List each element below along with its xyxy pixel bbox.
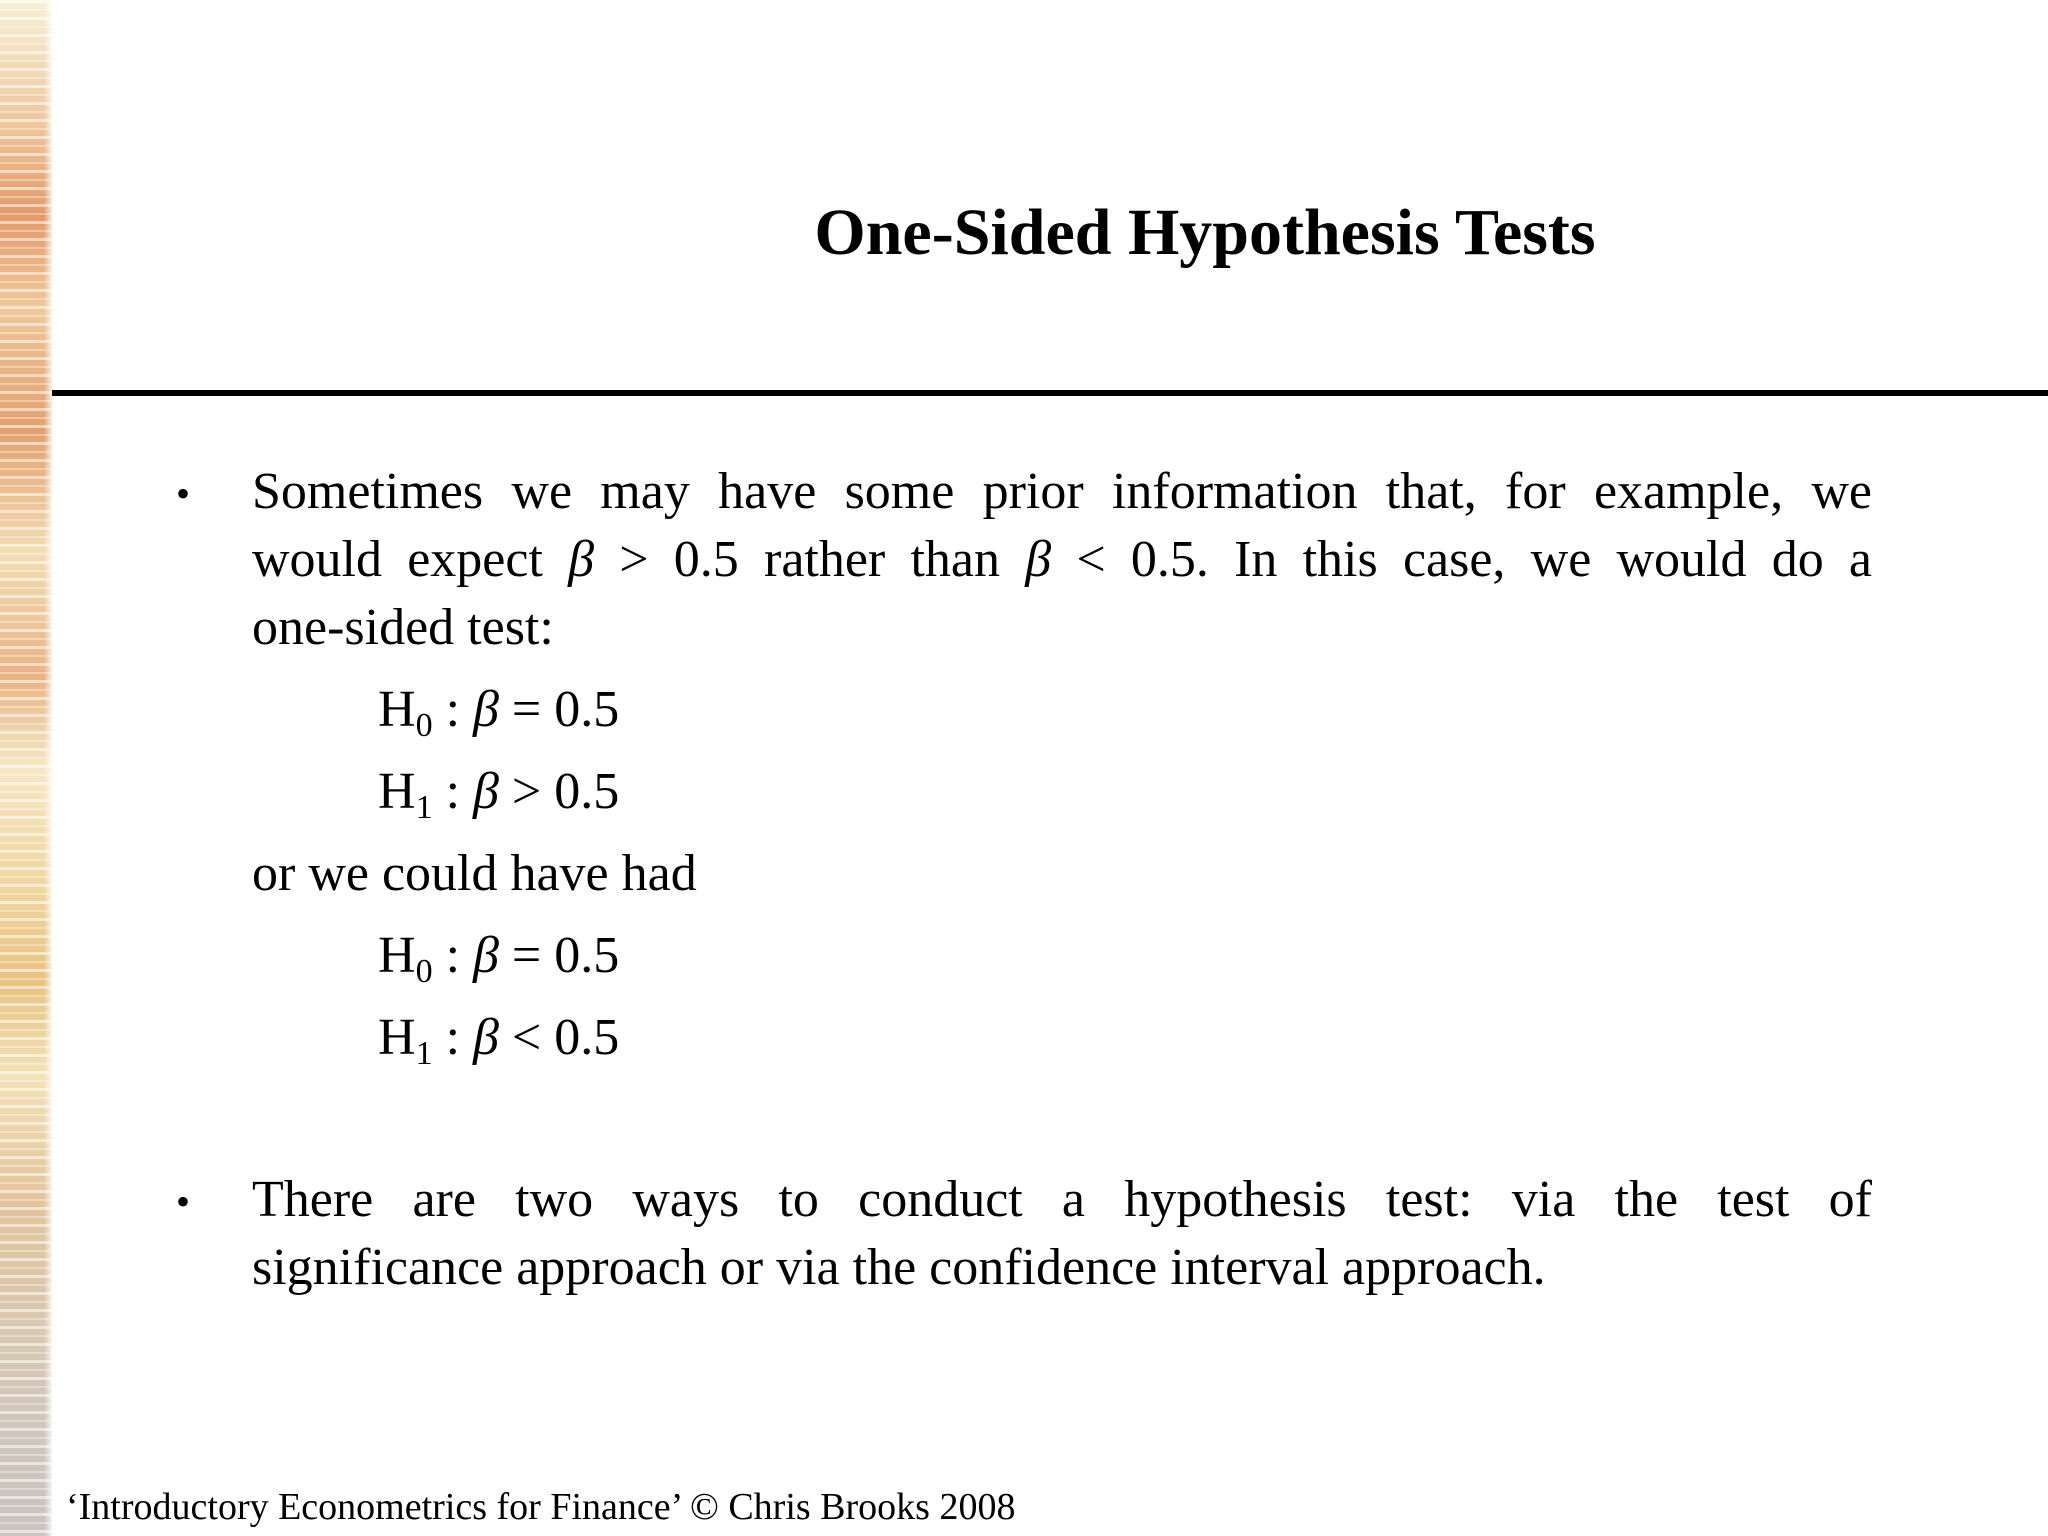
beta-symbol: β xyxy=(473,927,499,984)
bullet-1-line-2 xyxy=(252,526,1872,594)
null-hypothesis-2 xyxy=(378,922,619,990)
bullet-2-text xyxy=(252,1166,1872,1302)
beta-symbol: β xyxy=(568,531,595,588)
hypothesis-subscript: 0 xyxy=(415,953,433,990)
bullet-1-line-3: one-sided test: xyxy=(252,599,554,656)
beta-symbol: β xyxy=(473,763,499,820)
hypothesis-value: < 0.5 xyxy=(498,1009,620,1066)
separator: : xyxy=(432,927,474,984)
alternative-hypothesis-2 xyxy=(378,1004,619,1072)
bullet-2-line-2: significance approach or via the confidence interval approach. xyxy=(252,1239,1546,1296)
hypothesis-value: = 0.5 xyxy=(498,681,620,738)
beta-symbol: β xyxy=(473,681,499,738)
hypothesis-value: > 0.5 xyxy=(498,763,620,820)
hypothesis-letter: H xyxy=(378,763,416,820)
hypothesis-letter: H xyxy=(378,681,416,738)
bullet-marker: • xyxy=(176,1179,191,1224)
beta-symbol: β xyxy=(1025,531,1052,588)
hypothesis-subscript: 0 xyxy=(415,707,433,744)
hypothesis-letter: H xyxy=(378,927,416,984)
text-run: < 0.5. In this case, we would do a xyxy=(1051,531,1873,588)
hypothesis-value: = 0.5 xyxy=(498,927,620,984)
connector-text: or we could have had xyxy=(252,845,697,902)
hypothesis-subscript: 1 xyxy=(415,1035,433,1072)
footer-copyright: ‘Introductory Econometrics for Finance’ © Chris Brooks 2008 xyxy=(66,1486,1016,1528)
null-hypothesis-1 xyxy=(378,676,619,744)
bullet-2-line-1: There are two ways to conduct a hypothesis test: via the test of xyxy=(252,1171,1872,1228)
separator: : xyxy=(432,763,474,820)
separator: : xyxy=(432,681,474,738)
bullet-marker: • xyxy=(176,471,191,516)
alternative-hypothesis-1 xyxy=(378,758,619,826)
hypothesis-letter: H xyxy=(378,1009,416,1066)
bullet-1-line-1: Sometimes we may have some prior information that, for example, we xyxy=(252,463,1872,520)
slide-title: One-Sided Hypothesis Tests xyxy=(814,196,1596,269)
hypothesis-subscript: 1 xyxy=(415,789,433,826)
separator: : xyxy=(432,1009,474,1066)
bullet-1-text xyxy=(252,458,1872,662)
beta-symbol: β xyxy=(473,1009,499,1066)
text-run: would expect xyxy=(252,531,569,588)
text-run: > 0.5 rather than xyxy=(594,531,1026,588)
